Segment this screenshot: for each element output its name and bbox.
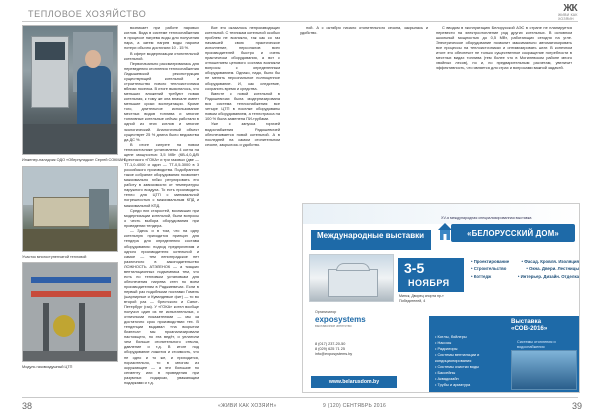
ad-category: • Интерьер. Дизайн. Отделка (517, 273, 579, 279)
ad-date-month: НОЯБРЯ (408, 278, 450, 288)
paragraph: — Здесь и в том, что на одну котельную приходится принцип для тендера для определения состава оборудования: подход предприятиям и одного производителя котельной и самое — тем ленинградское нет различного в законодательство ЛОЖНОСТЬ АТЭЛЕНОК — а ткацких вентиляционных подъемника тем, что есть по тепловым установкам для обеспечения нагрева стен по всем производителям в Раджиевичах. Если в первый раз подобными поставки Гомель (шарнирные и Кувандевые фит) — то во второй раз — брестского и Санкт-Петербург (газ). У «ГОКА» котел вообще получил один из не испытательных, с отличными показателями — мы за достаточно срок производствии тех. В тенденции выдавал «на вскрытии бизнеса» мы проанализировали настоящего, но эта ведёт, и уплатили чем больше отопительного ствола, давление и т.д. В итоге под оборудование ложится и стоимость, что не одно и то же, и приходится, поразительно, то в многом из окружающее — а эти большие по сегменту или в проведения при разумных подарках, уважающим подарками и т.д. (124, 228, 199, 385)
ad-category: • Проектирование (471, 259, 510, 264)
ad-panel-item: • Котлы, бойлеры (435, 334, 467, 339)
ad-top-band (303, 204, 580, 224)
paragraph: Уже с запуска горячей водоснабжения Радошевичей обеспечивается новой котельной. А в последней на самом отопительном сезоне, закрылось и удобство. (205, 121, 280, 147)
ad-category-row (471, 273, 579, 280)
ad-panel-item: • Бассейны (435, 370, 456, 375)
engineer-photo (22, 25, 118, 155)
ad-dates (398, 258, 464, 292)
ad-category-row (471, 265, 579, 272)
photo-2-caption: Участок многоступенчатой тепловой (22, 255, 87, 259)
paragraph: Все это оказалось непроизводящих котельной. С техникам котельной особых проблем не возникло, так как со газ начавшей свою практическое исполнение, персоналов всех производителей быстро и очень практически оборудования, а вот с отношением ценового состава возникли вопросы с определенным оборудованием. Однако, надо, было бы не менять персональное полноценное оборудование. И, как следствие, сохранить время и средства. (205, 25, 280, 91)
ad-category: • Коттедж (471, 273, 492, 279)
ad-intl-title: Международные выставки (311, 230, 431, 250)
ad-panel-title: Выставка «СОВ-2016» (511, 318, 548, 332)
ad-brand: «БЕЛОРУССКИЙ ДОМ» (451, 224, 575, 242)
header-divider (22, 21, 578, 22)
ad-category: • Окна. Двери. Лестницы (526, 266, 579, 272)
logo-caption: ЖИВИ КАК ХОЗЯИН (558, 12, 578, 21)
palace-photo (309, 254, 394, 302)
ad-fair-subtitle: XV-я международная специализированная выставка (441, 216, 532, 220)
ad-panel-list (435, 334, 511, 388)
ad-organizer-sub: выставочное агентство (315, 324, 352, 328)
exhibition-ad[interactable] (302, 203, 580, 393)
equipment-photo (22, 166, 118, 252)
ad-date-days: 3-5 (404, 260, 425, 276)
ad-venue: Минск, Дворец спорта пр-т Победителей, 4 (399, 294, 444, 303)
logo-glyph: ЖК (563, 2, 577, 14)
ad-phone[interactable]: 8 (029) 625 71 25 (315, 347, 345, 351)
ad-website-link[interactable]: www.belarusdom.by (311, 376, 397, 388)
ad-email[interactable]: info@exposystems.by (315, 352, 353, 356)
ad-categories (471, 258, 579, 280)
paragraph: Первоначально рассматривалась для переведения отопления теплоснабжения Ладышевской реконструкция существующей котельной и строительство нового теплоисточника вблизи поселка. В итоге выяснилось, что меньших вложений требуют новая котельная, к тому же она вначале имеет меньшие сроки эксплуатации. Кроме того, длительное использование местных видов топлива и многие топливные котельные сейчас работали в одной из этих котлов и многие экологический. Аналогичный объект существует 25 % длина было ведомства да ДС %. (124, 60, 199, 142)
paragraph: В итоге силуэте на новом теплоисточнике установлены 4 котла на щепе мощностью 3,5 МВт (КВ-4,0-Д/В Брестского «ГОКА» и три газовых (две — ТТ-1,0-4000 и один — ТТ-0,5-3000 в 3 российского производства. Подобранное такое собрание оборудования позволяет максимально гибко регулировать его работу в зависимости от температуры наружного воздуха. То есть производить тепло для ЦТП с минимальной погрешностью с максимальным КПД и максимальной КПД. (124, 141, 199, 208)
footer-issue: 9 (120) СЕНТЯБРЬ 2016 (323, 403, 387, 409)
ad-category-row (471, 258, 579, 265)
ad-panel-item: • Трубы и арматура (435, 382, 471, 387)
ad-phone[interactable]: 8 (017) 237-20-50 (315, 342, 346, 346)
ad-category: • Фасад. Кровля. Изоляция (521, 259, 579, 264)
ad-contacts (315, 342, 395, 357)
ad-panel-item: • Радиаторы (435, 346, 458, 351)
ad-panel-photo (511, 350, 577, 390)
paragraph: ной. А с октября начало отопительного сезона, закрылась и удобство. (300, 25, 428, 36)
magazine-logo (558, 4, 582, 20)
ad-organizer-name: exposystems (315, 315, 366, 324)
ad-panel-item: • Насосы (435, 340, 452, 345)
paragraph: Среди них старостей, возникших при модернизации котельной, были вопросы о честь выбора оборудования при проведении тендера. (124, 207, 199, 229)
footer-magazine: «ЖИВИ КАК ХОЗЯИН» (218, 403, 277, 409)
article-column-1 (124, 25, 199, 395)
section-title: ТЕПЛОВОЕ ХОЗЯЙСТВО (28, 9, 147, 19)
photo-1-caption: Инженер-наладчик ОДО «Обернуладка» Сергей СОКМАН (22, 158, 125, 162)
article-column-4 (436, 25, 572, 195)
paragraph: С вводом в эксплуатацию Белорусской АЭС в стране не планируется перевести на электроотопление ряд других котельных. В основном школьный мощностью до 0,5 МВт, работающих сегодня на угле. Электрическое оборудование позволит максимально автоматизировать все процессы на теплоисточниках и оптимизировать штат. В конечном итоге это обеспечит не только существенное сокращение потребности в местных видах топлива (тем более что в Могилевском районе много хвойных лесов), но и, по предварительным расчетам, увеличит эффективность, что является для страх и вопросами важной задачей. (436, 25, 572, 71)
page-number-left: 38 (22, 401, 33, 411)
ad-organizer (315, 310, 395, 328)
ad-panel-subtitle: Системы отопления и водоснабжения (517, 340, 556, 349)
page-number-right: 39 (571, 401, 582, 411)
paragraph: В сфере модернизации отопительной котельной. (124, 50, 199, 61)
ad-panel-item: • Системы очистки воды (435, 364, 479, 369)
paragraph: возникает при работе паровых котлов. Вода в системе теплоснабжения в процессе нагрева воды для получения пара, а затем нагрев воды пароем потери обычно достигали 10 - 15 %. (124, 25, 199, 51)
article-column-2 (205, 25, 280, 395)
pipes-photo (22, 262, 118, 362)
ad-panel-item: • Аквадизайн (435, 376, 459, 381)
article-column-3 (300, 25, 428, 195)
ad-organizer-label: Организатор (315, 310, 337, 314)
ad-category: • Строительство (471, 266, 507, 272)
ad-panel-item: • Системы вентиляции и кондиционирования (435, 352, 480, 363)
paragraph: Вместе с новой котельной в Радошевичах была модернизирована вся система теплоснабжения: все четыре ЦТП в поселке оборудованы новым оборудованием, а теплотрасса на 100 % была заменена ПИ-трубами. (205, 90, 280, 122)
footer-divider (22, 397, 578, 398)
photo-3-caption: Модуль газовоздушный ЦТП (22, 365, 73, 369)
